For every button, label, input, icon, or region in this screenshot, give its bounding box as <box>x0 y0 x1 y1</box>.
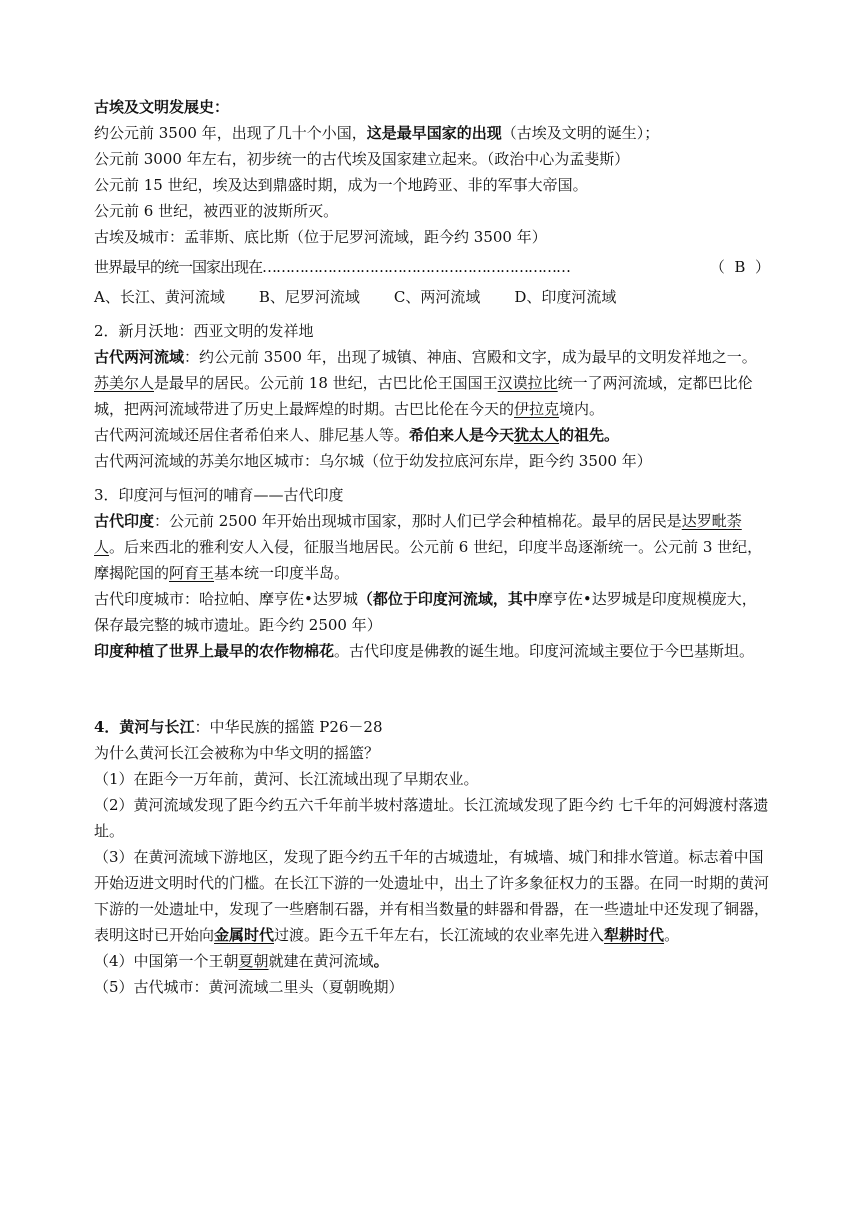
document-page <box>94 94 770 1000</box>
question-answer: （ B ） <box>709 258 770 276</box>
india-paragraph-1: 古代印度：公元前 2500 年开始出现城市国家，那时人们已学会种植棉花。最早的居民是达罗毗荼人。后来西北的雅利安人入侵，征服当地居民。公元前 6 世纪，印度半岛逐渐统一。公元前 3 世纪，摩揭陀国的阿育王基本统一印度半岛。 <box>94 512 763 582</box>
china-question: 为什么黄河长江会被称为中华文明的摇篮？ <box>94 744 380 762</box>
china-item-4: （4）中国第一个王朝夏朝就建在黄河流域。 <box>94 952 389 970</box>
mesopotamia-paragraph-3: 古代两河流域的苏美尔地区城市：乌尔城（位于幼发拉底河东岸，距今约 3500 年） <box>94 452 652 470</box>
china-item-2: （2）黄河流域发现了距今约五六千年前半坡村落遗址。长江流域发现了距今约 七千年的河姆渡村落遗址。 <box>94 796 769 840</box>
china-item-1: （1）在距今一万年前，黄河、长江流域出现了早期农业。 <box>94 770 479 788</box>
choice-c: C、两河流域 <box>393 288 481 306</box>
india-paragraph-3: 印度种植了世界上最早的农作物棉花。古代印度是佛教的诞生地。印度河流域主要位于今巴基斯坦。 <box>94 642 755 660</box>
section-3-heading: 3．印度河与恒河的哺育——古代印度 <box>94 486 344 504</box>
egypt-line-4: 公元前 6 世纪，被西亚的波斯所灭。 <box>94 202 339 220</box>
choice-d: D、印度河流域 <box>514 288 617 306</box>
china-item-3: （3）在黄河流域下游地区，发现了距今约五千年的古城遗址，有城墙、城门和排水管道。标志着中国开始迈进文明时代的门槛。在长江下游的一处遗址中，出土了许多象征权力的玉器。在同一时期的黄河下游的一处遗址中，发现了一些磨制石器，并有相当数量的蚌器和骨器，在一些遗址中还发现了铜器，表明这时已开始向金属时代过渡。距今五千年左右，长江流域的农业率先进入犁耕时代。 <box>94 848 770 944</box>
egypt-line-2: 公元前 3000 年左右，初步统一的古代埃及国家建立起来。（政治中心为孟斐斯） <box>94 150 630 168</box>
mesopotamia-paragraph-1: 古代两河流域：约公元前 3500 年，出现了城镇、神庙、宫殿和文字，成为最早的文明发祥地之一。苏美尔人是最早的居民。公元前 18 世纪，古巴比伦王国国王汉谟拉比统一了两河流域，定都巴比伦城，把两河流域带进了历史上最辉煌的时期。古巴比伦在今天的伊拉克境内。 <box>94 348 757 418</box>
egypt-question <box>94 254 770 280</box>
egypt-line-1: 约公元前 3500 年，出现了几十个小国，这是最早国家的出现（古埃及文明的诞生）； <box>94 124 660 142</box>
answer-choices <box>94 284 770 310</box>
section-2-heading: 2．新月沃地：西亚文明的发祥地 <box>94 322 314 340</box>
question-text: 世界最早的统一国家出现在………………………………………………………… <box>94 258 571 276</box>
mesopotamia-paragraph-2: 古代两河流域还居住者希伯来人、腓尼基人等。希伯来人是今天犹太人的祖先。 <box>94 426 620 444</box>
choice-b: B、尼罗河流域 <box>258 288 360 306</box>
section-4-heading: 4．黄河与长江：中华民族的摇篮 P26－28 <box>94 718 383 736</box>
egypt-line-5: 古埃及城市：孟菲斯、底比斯（位于尼罗河流域，距今约 3500 年） <box>94 228 547 246</box>
india-paragraph-2: 古代印度城市：哈拉帕、摩亨佐•达罗城（都位于印度河流域，其中摩亨佐•达罗城是印度规模庞大，保存最完整的城市遗址。距今约 2500 年） <box>94 590 757 634</box>
egypt-earliest-state: 这是最早国家的出现 <box>366 124 502 142</box>
choice-a: A、长江、黄河流域 <box>94 288 225 306</box>
china-item-5: （5）古代城市：黄河流域二里头（夏朝晚期） <box>94 978 404 996</box>
egypt-line-3: 公元前 15 世纪，埃及达到鼎盛时期，成为一个地跨亚、非的军事大帝国。 <box>94 176 588 194</box>
egypt-title: 古埃及文明发展史： <box>94 98 230 116</box>
